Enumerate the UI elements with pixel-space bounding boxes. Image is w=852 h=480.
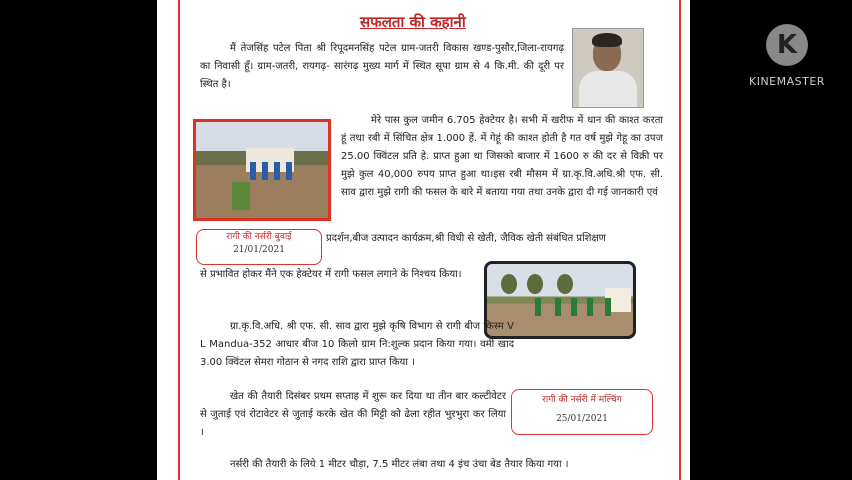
paragraph-seed: ग्रा.कृ.वि.अधि. श्री एफ. सी. साव द्वारा मुझे कृषि विभाग से रागी बीज किस्म V L Mandua-352 आधार बीज 10 किलो ग्राम नि:शुल्क प्रदान किया गया। वर्मी खाद 3.00 क्विंटल सेमरा गोठान से नगद राशि द्वारा प्राप्त किया । <box>200 321 514 368</box>
paragraph-land: मेरे पास कुल जमीन 6.705 हेक्टेयर है। सभी में खरीफ में धान की काश्त करता हूं तथा रबी में सिंचित क्षेत्र 1.000 हें. में गेहूं की काश्त होती है गत वर्ष मुझे गेहू का उपज 25.00 क्विंटल प्रति हे. प्राप्त हुआ था जिसको बाजार में 1600 रु की दर से विक्री पर मुझे कुल 40,000 रुपय प्राप्त हुआ था।इस रबी मौसम में ग्रा.कृ.वि.अधि.श्री एफ. सी. साव द्वारा मुझे रागी की फसल के बारे में बताया गया तथा उनके द्वारा दी गई जानकारी एवं <box>341 115 663 198</box>
kinemaster-logo-icon: K <box>766 24 808 66</box>
caption-title: रागी की नर्सरी में मल्चिंग <box>542 395 622 405</box>
caption-date: 25/01/2021 <box>556 414 608 424</box>
paragraph-preparation: खेत की तैयारी दिसंबर प्रथम सप्ताह में शुरू कर दिया था तीन बार कल्टीवेटर से जुताई एवं रोटावेटर से जुताई करके खेत की मिट्टी को ढेला रहीत भुरभुरा कर लिया । <box>200 391 506 438</box>
farmer-portrait-photo <box>572 28 644 108</box>
caption-title: रागी की नर्सरी बुवाई <box>226 232 292 242</box>
paragraph-nursery-bed: नर्सरी की तैयारी के लिये 1 मीटर चौड़ा, 7.5 मीटर लंबा तथा 4 इंच उंचा बेड तैयार किया गया । <box>230 459 569 470</box>
nursery-sowing-photo <box>193 119 331 221</box>
paragraph-decision: से प्रभावित होकर मैंने एक हेक्टेयर में रागी फसल लगाने के निश्चय किया। <box>200 269 462 280</box>
caption-nursery-sowing <box>196 229 322 265</box>
page-title: सफलता की कहानी <box>360 13 466 31</box>
paragraph-training: प्रदर्शन,बीज उत्पादन कार्यक्रम,श्री विधी से खेती, जैविक खेती संबंधित प्रशिक्षण <box>326 233 606 244</box>
kinemaster-watermark: KINEMASTER <box>749 75 825 88</box>
caption-nursery-mulching <box>511 389 653 435</box>
page-border-right <box>679 0 681 480</box>
page-border-left <box>178 0 180 480</box>
paragraph-intro: मैं तेजसिंह पटेल पिता श्री रिपूदमनसिंह पटेल ग्राम-जतरी विकास खण्ड-पुसौर,जिला-रायगढ़ का निवासी हूँ। ग्राम-जतरी, रायगढ़- सारंगढ़ मुख्य मार्ग में स्थित सूपा ग्राम से 4 कि.मी. की दूरी पर स्थित है। <box>200 43 564 90</box>
caption-date: 21/01/2021 <box>233 245 285 255</box>
